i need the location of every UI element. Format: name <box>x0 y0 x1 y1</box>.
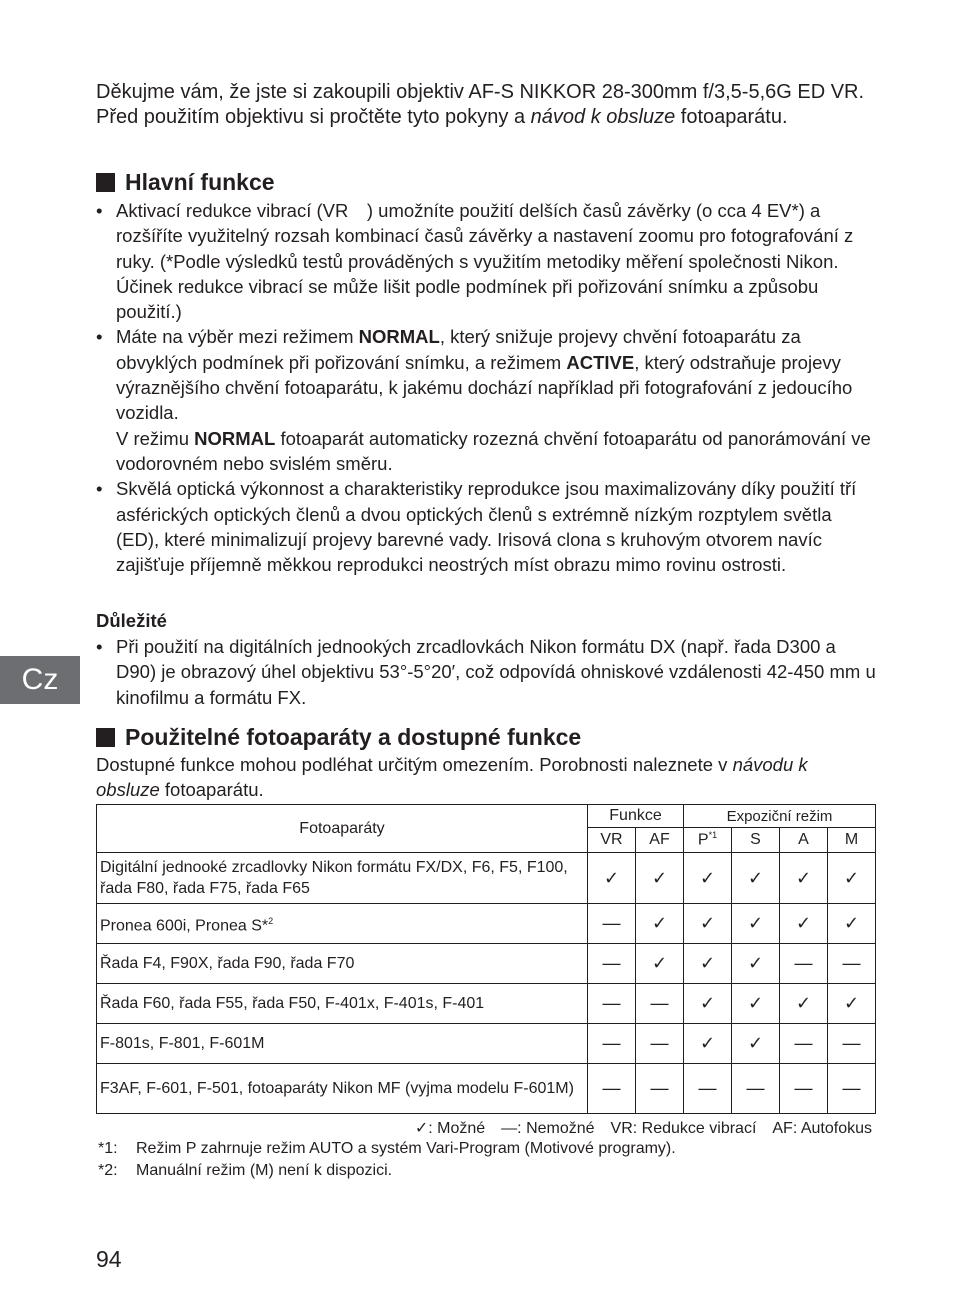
col-header-m: M <box>828 828 876 853</box>
camera-name-text: F3AF, F-601, F-501, fotoaparáty Nikon MF (vyjma modelu F-601M) <box>100 1080 574 1097</box>
cell-vr: — <box>588 904 636 944</box>
cell-af: — <box>636 984 684 1024</box>
main-features-list <box>96 198 876 577</box>
cell-m: ✓ <box>828 904 876 944</box>
cell-s: ✓ <box>732 944 780 984</box>
cell-m: — <box>828 944 876 984</box>
col-header-a: A <box>780 828 828 853</box>
cell-s: ✓ <box>732 853 780 904</box>
note-text: Dostupné funkce mohou podléhat určitým omezením. Porobnosti naleznete v <box>96 754 733 775</box>
important-title: Důležité <box>96 610 167 631</box>
cell-m: — <box>828 1024 876 1064</box>
bullet-icon: • <box>96 326 103 348</box>
list-item <box>96 198 876 324</box>
bullet-icon: • <box>96 200 103 221</box>
mode-normal: NORMAL <box>194 427 276 449</box>
compatibility-note <box>96 752 876 802</box>
intro-manual-italic: návod k obsluze <box>530 106 676 128</box>
cell-m: ✓ <box>828 984 876 1024</box>
cell-vr: — <box>588 1064 636 1114</box>
cell-vr: ✓ <box>588 853 636 904</box>
list-item <box>96 634 876 710</box>
camera-name <box>97 944 588 984</box>
list-item-text: Při použití na digitálních jednookých zrcadlovkách Nikon formátu DX (např. řada D300 a D90) je obrazový úhel objektivu 53°-5°20′, což odpovídá ohniskové vzdálenosti 42-450 mm u kinofilmu a formátu FX. <box>116 636 876 708</box>
cell-af: ✓ <box>636 853 684 904</box>
list-item-text: Máte na výběr mezi režimem <box>116 326 359 348</box>
heading-square-icon <box>96 728 115 747</box>
cell-p: ✓ <box>684 1024 732 1064</box>
table-row <box>97 1064 876 1114</box>
list-item-text: fotoaparát automaticky rozezná chvění fotoaparátu od panorámování ve vodorovném nebo svislém směru. <box>116 427 871 474</box>
heading-main-features-text: Hlavní funkce <box>125 169 275 195</box>
bullet-icon: • <box>96 478 103 500</box>
cell-a: — <box>780 1024 828 1064</box>
footnote-1 <box>98 1140 676 1158</box>
intro-text: Děkujme vám, že jste si zakoupili objektiv AF-S NIKKOR 28-300mm f/3,5-5,6G ED VR. Před použitím objektivu si pročtěte tyto pokyny a <box>96 81 865 128</box>
camera-name <box>97 1024 588 1064</box>
col-header-s: S <box>732 828 780 853</box>
col-header-vr: VR <box>588 828 636 853</box>
note-manual-italic: návodu k obsluze <box>96 754 808 800</box>
cell-p: ✓ <box>684 904 732 944</box>
camera-name-text: Řada F60, řada F55, řada F50, F-401x, F-401s, F-401 <box>100 995 485 1012</box>
footnote-2 <box>98 1162 392 1180</box>
cell-a: ✓ <box>780 904 828 944</box>
intro-text-end: fotoaparátu. <box>675 106 788 128</box>
heading-compatible-cameras <box>96 723 581 751</box>
heading-main-features <box>96 168 275 196</box>
table-row <box>97 904 876 944</box>
col-header-cameras: Fotoaparáty <box>97 805 588 853</box>
language-tab: Cz <box>0 656 80 704</box>
col-header-p <box>684 828 732 853</box>
list-item-text: Skvělá optická výkonnost a charakteristiky reprodukce jsou maximalizovány díky použití tří asférických optických členů a dvou optických členů s extrémně nízkým rozptylem světla (ED), které minimalizují projevy barevné vady. Irisová clona s kruhovým otvorem navíc zajišťuje příjemně měkkou reprodukci neostrých míst obrazu mimo rovinu ostrosti. <box>116 478 857 576</box>
cell-af: ✓ <box>636 944 684 984</box>
col-group-functions: Funkce <box>588 805 684 828</box>
camera-name <box>97 853 588 904</box>
cell-s: ✓ <box>732 984 780 1024</box>
table-row <box>97 853 876 904</box>
cell-s: ✓ <box>732 1024 780 1064</box>
cell-p: ✓ <box>684 944 732 984</box>
col-group-exposure: Expoziční režim <box>684 805 876 828</box>
footnote-text: Manuální režim (M) není k dispozici. <box>136 1162 393 1179</box>
col-header-af: AF <box>636 828 684 853</box>
intro-paragraph <box>96 80 886 130</box>
heading-compatible-cameras-text: Použitelné fotoaparáty a dostupné funkce <box>125 724 582 750</box>
table-legend: ✓: Možné —: Nemožné VR: Redukce vibrací AF: Autofokus <box>414 1120 872 1137</box>
cell-a: ✓ <box>780 984 828 1024</box>
camera-name-text: Digitální jednooké zrcadlovky Nikon formátu FX/DX, F6, F5, F100, řada F80, řada F75, řada F65 <box>100 859 568 897</box>
cell-a: ✓ <box>780 853 828 904</box>
footnote-key: *1: <box>98 1140 118 1157</box>
col-header-p-text: P <box>697 831 709 849</box>
cell-s: — <box>732 1064 780 1114</box>
list-item <box>96 324 876 476</box>
footnote-marker: 2 <box>268 915 274 926</box>
list-item-text: V režimu <box>116 427 195 449</box>
important-list <box>96 634 876 710</box>
cell-af: — <box>636 1024 684 1064</box>
cell-m: — <box>828 1064 876 1114</box>
cell-p: ✓ <box>684 984 732 1024</box>
camera-name-text: Řada F4, F90X, řada F90, řada F70 <box>100 955 355 972</box>
camera-name <box>97 904 588 944</box>
footnote-key: *2: <box>98 1162 118 1179</box>
list-item-text: , který odstraňuje projevy výraznějšího chvění fotoaparátu, k jakému dochází například při fotografování z jedoucího vozidla. <box>116 351 853 424</box>
compatibility-table <box>96 804 876 1114</box>
camera-name <box>97 984 588 1024</box>
cell-a: — <box>780 1064 828 1114</box>
cell-vr: — <box>588 944 636 984</box>
table-row <box>97 944 876 984</box>
cell-vr: — <box>588 984 636 1024</box>
cell-af: ✓ <box>636 904 684 944</box>
page-number: 94 <box>96 1246 122 1272</box>
camera-name-text: Pronea 600i, Pronea S* <box>100 917 269 935</box>
cell-p: ✓ <box>684 853 732 904</box>
table-row <box>97 1024 876 1064</box>
mode-active: ACTIVE <box>566 351 635 373</box>
cell-m: ✓ <box>828 853 876 904</box>
cell-vr: — <box>588 1024 636 1064</box>
mode-normal: NORMAL <box>358 326 440 348</box>
note-text-end: fotoaparátu. <box>159 779 264 800</box>
cell-p: — <box>684 1064 732 1114</box>
footnote-text: Režim P zahrnuje režim AUTO a systém Vari-Program (Motivové programy). <box>136 1140 676 1157</box>
bullet-icon: • <box>96 636 103 657</box>
list-item-text: , který snižuje projevy chvění fotoaparátu za obvyklých podmínek při pořizování snímku, a režimem <box>116 326 801 373</box>
heading-square-icon <box>96 173 115 192</box>
cell-s: ✓ <box>732 904 780 944</box>
camera-name <box>97 1064 588 1114</box>
list-item-text: Aktivací redukce vibrací (VR ) umožníte použití delších časů závěrky (o cca 4 EV*) a rozšíříte využitelný rozsah kombinací časů závěrky a nastavení zoomu pro fotografování z ruky. (*Podle výsledků testů prováděných s využitím metodiky měření společnosti Nikon. Účinek redukce vibrací se může lišit podle podmínek při pořizování snímku a způsobu použití.) <box>116 200 854 323</box>
table-row <box>97 984 876 1024</box>
list-item <box>96 476 876 577</box>
cell-af: — <box>636 1064 684 1114</box>
cell-a: — <box>780 944 828 984</box>
camera-name-text: F-801s, F-801, F-601M <box>100 1035 265 1052</box>
footnote-marker: *1 <box>708 830 718 841</box>
